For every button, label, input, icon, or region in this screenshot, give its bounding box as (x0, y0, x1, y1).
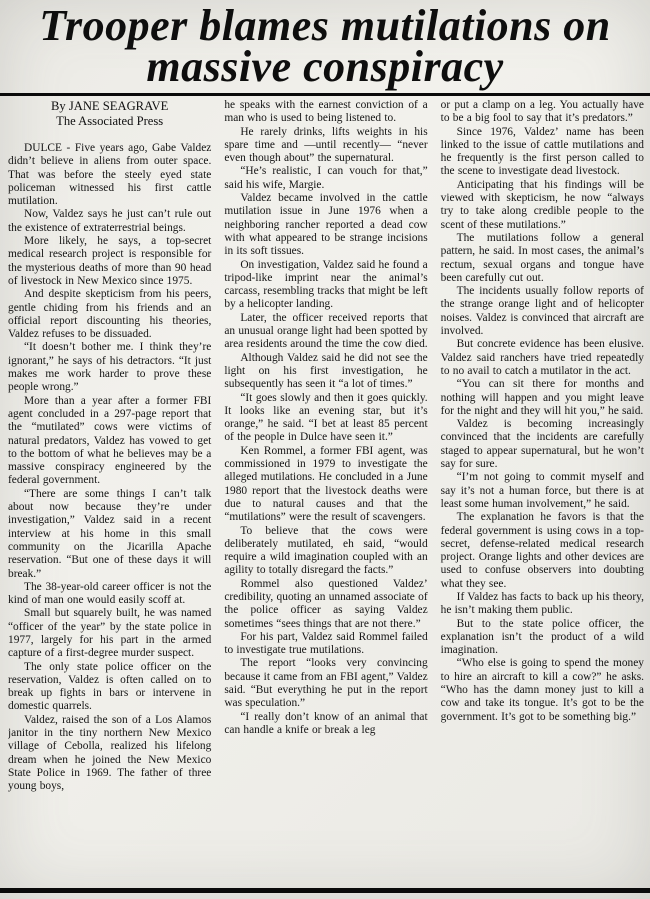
paragraph: Valdez became involved in the cattle mutilation issue in June 1976 when a neighboring rancher reported a dead cow with what appeared to be strange incisions in its soft tissues. (224, 192, 428, 258)
paragraph: “It goes slowly and then it goes quickly. It looks like an evening star, but it’s orange,” he said. “I bet at least 85 percent of the people in Dulce have seen it.” (224, 391, 428, 444)
article-column-3 (441, 99, 644, 883)
paragraph: If Valdez has facts to back up his theory, he isn’t making them public. (440, 590, 644, 617)
paragraph: On investigation, Valdez said he found a tripod-like imprint near the animal’s carcass, resembling tracks that might be left by a helicopter landing. (224, 258, 428, 311)
byline (8, 99, 211, 129)
paragraph: “I really don’t know of an animal that can handle a knife or break a leg (224, 710, 428, 736)
paragraph: “He’s realistic, I can vouch for that,” said his wife, Margie. (224, 165, 428, 191)
paragraph: Since 1976, Valdez’ name has been linked to the issue of cattle mutilations and he frequently is the first person called to the scene to investigate dead livestock. (440, 125, 644, 178)
paragraph: Later, the officer received reports that an unusual orange light had been spotted by area residents around the time the cow died. (224, 311, 428, 351)
paragraph: Now, Valdez says he just can’t rule out the existence of extraterrestrial beings. (8, 208, 212, 234)
paragraph: Rommel also questioned Valdez’ credibility, quoting an unnamed associate of the police officer as saying Valdez sometimes “sees things that are not there.” (224, 577, 428, 630)
column-3-paragraphs (441, 99, 644, 724)
paragraph: Ken Rommel, a former FBI agent, was commissioned in 1979 to investigate the alleged mutilations. He concluded in a June 1980 report that the livestock deaths were due to natural causes and that the “mutilations” were the result of scavengers. (224, 444, 428, 524)
paragraph: The only state police officer on the reservation, Valdez is often called on to break up fights in bars or intervene in domestic quarrels. (8, 660, 212, 713)
paragraph: The 38-year-old career officer is not the kind of man one would easily scoff at. (8, 580, 212, 607)
bottom-rule (0, 888, 650, 893)
paragraph: The incidents usually follow reports of the strange orange light and of helicopter noises. Valdez is convinced that aircraft are involved. (440, 285, 644, 338)
paragraph: But to the state police officer, the explanation isn’t the product of a wild imagination. (440, 617, 644, 657)
paragraph: The explanation he favors is that the federal government is using cows in a top-secret, defense-related medical research project. Orange lights and other devices are used to confuse observers into doubting what they see. (440, 511, 644, 590)
paragraph: Valdez is becoming increasingly convinced that the incidents are carefully staged to appear supernatural, but he won’t say for sure. (440, 418, 644, 471)
article-column-2 (224, 99, 427, 883)
article-body (8, 99, 644, 883)
article-headline (0, 0, 650, 91)
paragraph: Anticipating that his findings will be viewed with skepticism, he now “always try to take along credible people to the scent of these mutilations.” (440, 178, 644, 231)
column-2-paragraphs (224, 99, 427, 737)
paragraph: he speaks with the earnest conviction of a man who is used to being listened to. (224, 99, 428, 125)
paragraph: More than a year after a former FBI agent concluded in a 297-page report that the “mutilated” cows were victims of natural predators, Valdez has vowed to get to the bottom of what he believes may be a massive conspiracy engineered by the federal government. (8, 394, 212, 487)
byline-organization: The Associated Press (56, 114, 164, 128)
paragraph: And despite skepticism from his peers, gentle chiding from his friends and an official report discounting his theories, Valdez refuses to be dissuaded. (8, 288, 212, 341)
paragraph: But concrete evidence has been elusive. Valdez said ranchers have tried repeatedly to no avail to catch a mutilator in the act. (440, 338, 644, 377)
headline-line-2: massive conspiracy (146, 42, 504, 91)
paragraph: The mutilations follow a general pattern, he said. In most cases, the animal’s rectum, sexual organs and tongue have been carefully cut out. (440, 231, 644, 284)
headline-line-1: Trooper blames mutilations on (39, 1, 611, 50)
paragraph: DULCE - Five years ago, Gabe Valdez didn’t believe in aliens from outer space. That was before the steely eyed state policeman witnessed his first cattle mutilation. (8, 142, 212, 208)
paragraph: “There are some things I can’t talk about now because they’re under investigation,” Valdez said in a recent interview at his home in this small community on the Jicarilla Apache reservation. “But one of these days it will break.” (8, 487, 212, 580)
paragraph: or put a clamp on a leg. You actually have to be a big fool to say that it’s predators.” (440, 99, 644, 125)
byline-author: By JANE SEAGRAVE (51, 99, 169, 113)
paragraph: For his part, Valdez said Rommel failed to investigate true mutilations. (224, 630, 428, 657)
paragraph: “You can sit there for months and nothing will happen and you might leave for the night and they will hit you,” he said. (440, 378, 644, 417)
paragraph: Valdez, raised the son of a Los Alamos janitor in the tiny northern New Mexico village of Cebolla, realized his lifelong dream when he joined the New Mexico State Police in 1969. The father of three young boys, (8, 713, 212, 793)
paragraph: “Who else is going to spend the money to hire an aircraft to kill a cow?” he asks. “Who has the damn money just to kill a cow and take its tongue. It’s got to be the government. It’s got to be something big.” (440, 657, 644, 723)
paragraph: To believe that the cows were deliberately mutilated, eh said, “would require a wild imagination coupled with an agility to totally disregard the facts.” (224, 524, 428, 577)
article-column-1 (8, 99, 211, 883)
headline-rule (0, 93, 650, 96)
paragraph: More likely, he says, a top-secret medical research project is responsible for the mysterious deaths of more than 90 head of livestock in New Mexico since 1975. (8, 235, 212, 287)
paragraph: Although Valdez said he did not see the light on his first investigation, he subsequently has seen it “a lot of times.” (224, 351, 428, 391)
paragraph: The report “looks very convincing because it came from an FBI agent,” Valdez said. “But everything he put in the report was speculation.” (224, 657, 428, 710)
column-1-paragraphs (8, 142, 211, 794)
paragraph: He rarely drinks, lifts weights in his spare time and —until recently— “never even though about” the supernatural. (224, 125, 428, 165)
paragraph: Small but squarely built, he was named “officer of the year” by the state police in 1977, largely for his part in the armed capture of a first-degree murder suspect. (8, 607, 212, 660)
paragraph: “It doesn’t bother me. I think they’re ignorant,” he says of his detractors. “It just makes me work harder to prove these people wrong.” (8, 341, 212, 394)
paragraph: “I’m not going to commit myself and say it’s not a human force, but there is at least some human involvement,” he said. (440, 471, 644, 510)
